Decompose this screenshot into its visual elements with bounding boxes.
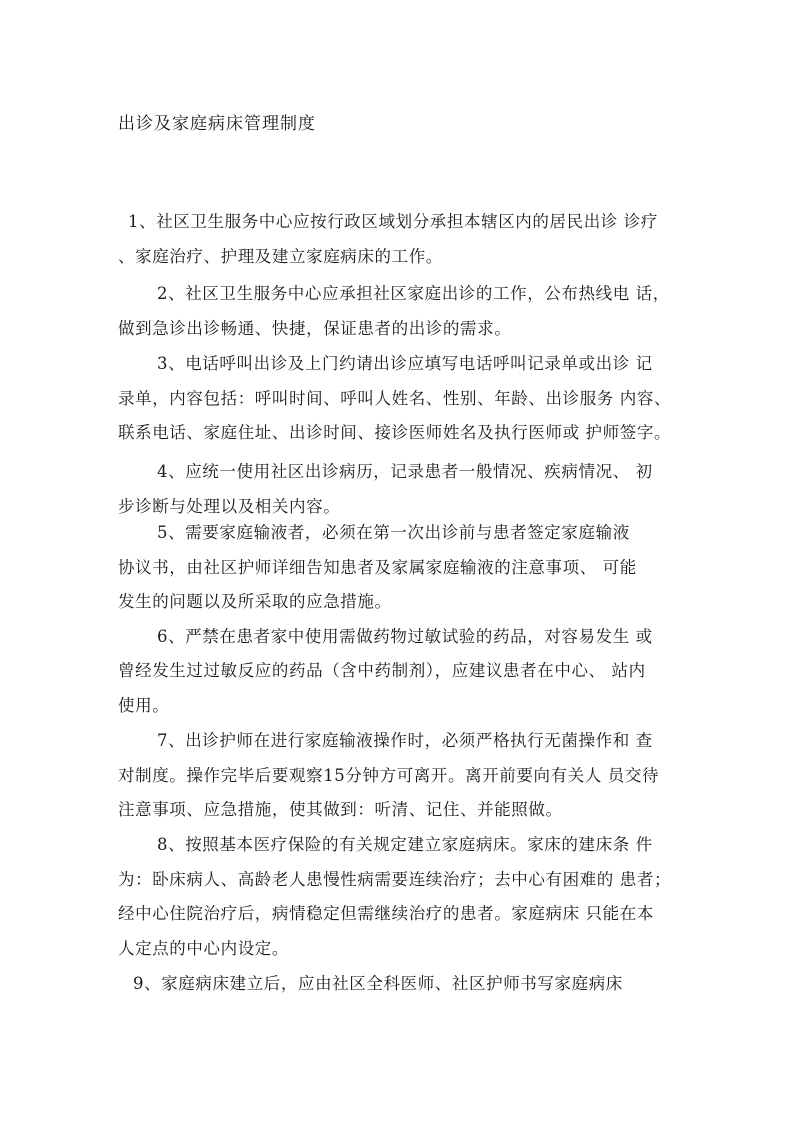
paragraph-6-line-3: 使用。 <box>118 696 170 715</box>
paragraph-8-line-1: 8、按照基本医疗保险的有关规定建立家庭病床。家床的建床条 件 <box>157 835 653 854</box>
paragraph-1-line-2: 、家庭治疗、护理及建立家庭病床的工作。 <box>118 247 443 266</box>
paragraph-9-line-1: 9、家庭病床建立后，应由社区全科医师、社区护师书写家庭病床 <box>133 974 623 993</box>
paragraph-6-line-1: 6、严禁在患者家中使用需做药物过敏试验的药品，对容易发生 或 <box>157 627 653 646</box>
paragraph-2-line-1: 2、社区卫生服务中心应承担社区家庭出诊的工作，公布热线电 话， <box>157 284 670 303</box>
paragraph-5-line-3: 发生的问题以及所采取的应急措施。 <box>118 592 392 611</box>
paragraph-8-line-2: 为：卧床病人、高龄老人患慢性病需要连续治疗；去中心有困难的 患者； <box>118 870 672 889</box>
paragraph-6-line-2: 曾经发生过过敏反应的药品（含中药制剂），应建议患者在中心、 站内 <box>118 661 646 680</box>
paragraph-4-line-1: 4、应统一使用社区出诊病历，记录患者一般情况、疾病情况、 初 <box>157 462 653 481</box>
document-title: 出诊及家庭病床管理制度 <box>118 114 316 134</box>
paragraph-3-line-1: 3、电话呼叫出诊及上门约请出诊应填写电话呼叫记录单或出诊 记 <box>157 354 653 373</box>
paragraph-5-line-2: 协议书，由社区护师详细告知患者及家属家庭输液的注意事项、 可能 <box>118 558 637 577</box>
paragraph-1-line-1: 1、社区卫生服务中心应按行政区域划分承担本辖区内的居民出诊 诊疗 <box>128 212 658 231</box>
paragraph-3-line-3: 联系电话、家庭住址、出诊时间、接诊医师姓名及执行医师或 护师签字。 <box>118 423 672 442</box>
paragraph-7-line-1: 7、出诊护师在进行家庭输液操作时，必须严格执行无菌操作和 查 <box>157 731 653 750</box>
paragraph-7-line-2: 对制度。操作完毕后要观察15分钟方可离开。离开前要向有关人 员交待 <box>118 766 660 785</box>
paragraph-3-line-2: 录单，内容包括：呼叫时间、呼叫人姓名、性别、年龄、出诊服务 内容、 <box>118 389 672 408</box>
paragraph-7-line-3: 注意事项、应急措施，使其做到：听清、记住、并能照做。 <box>118 800 563 819</box>
paragraph-4-line-2: 步诊断与处理以及相关内容。 <box>118 497 341 516</box>
paragraph-8-line-3: 经中心住院治疗后，病情稳定但需继续治疗的患者。家庭病床 只能在本 <box>118 904 654 923</box>
paragraph-5-line-1: 5、需要家庭输液者，必须在第一次出诊前与患者签定家庭输液 <box>157 523 630 542</box>
paragraph-8-line-4: 人定点的中心内设定。 <box>118 939 289 958</box>
paragraph-2-line-2: 做到急诊出诊畅通、快捷，保证患者的出诊的需求。 <box>118 319 512 338</box>
